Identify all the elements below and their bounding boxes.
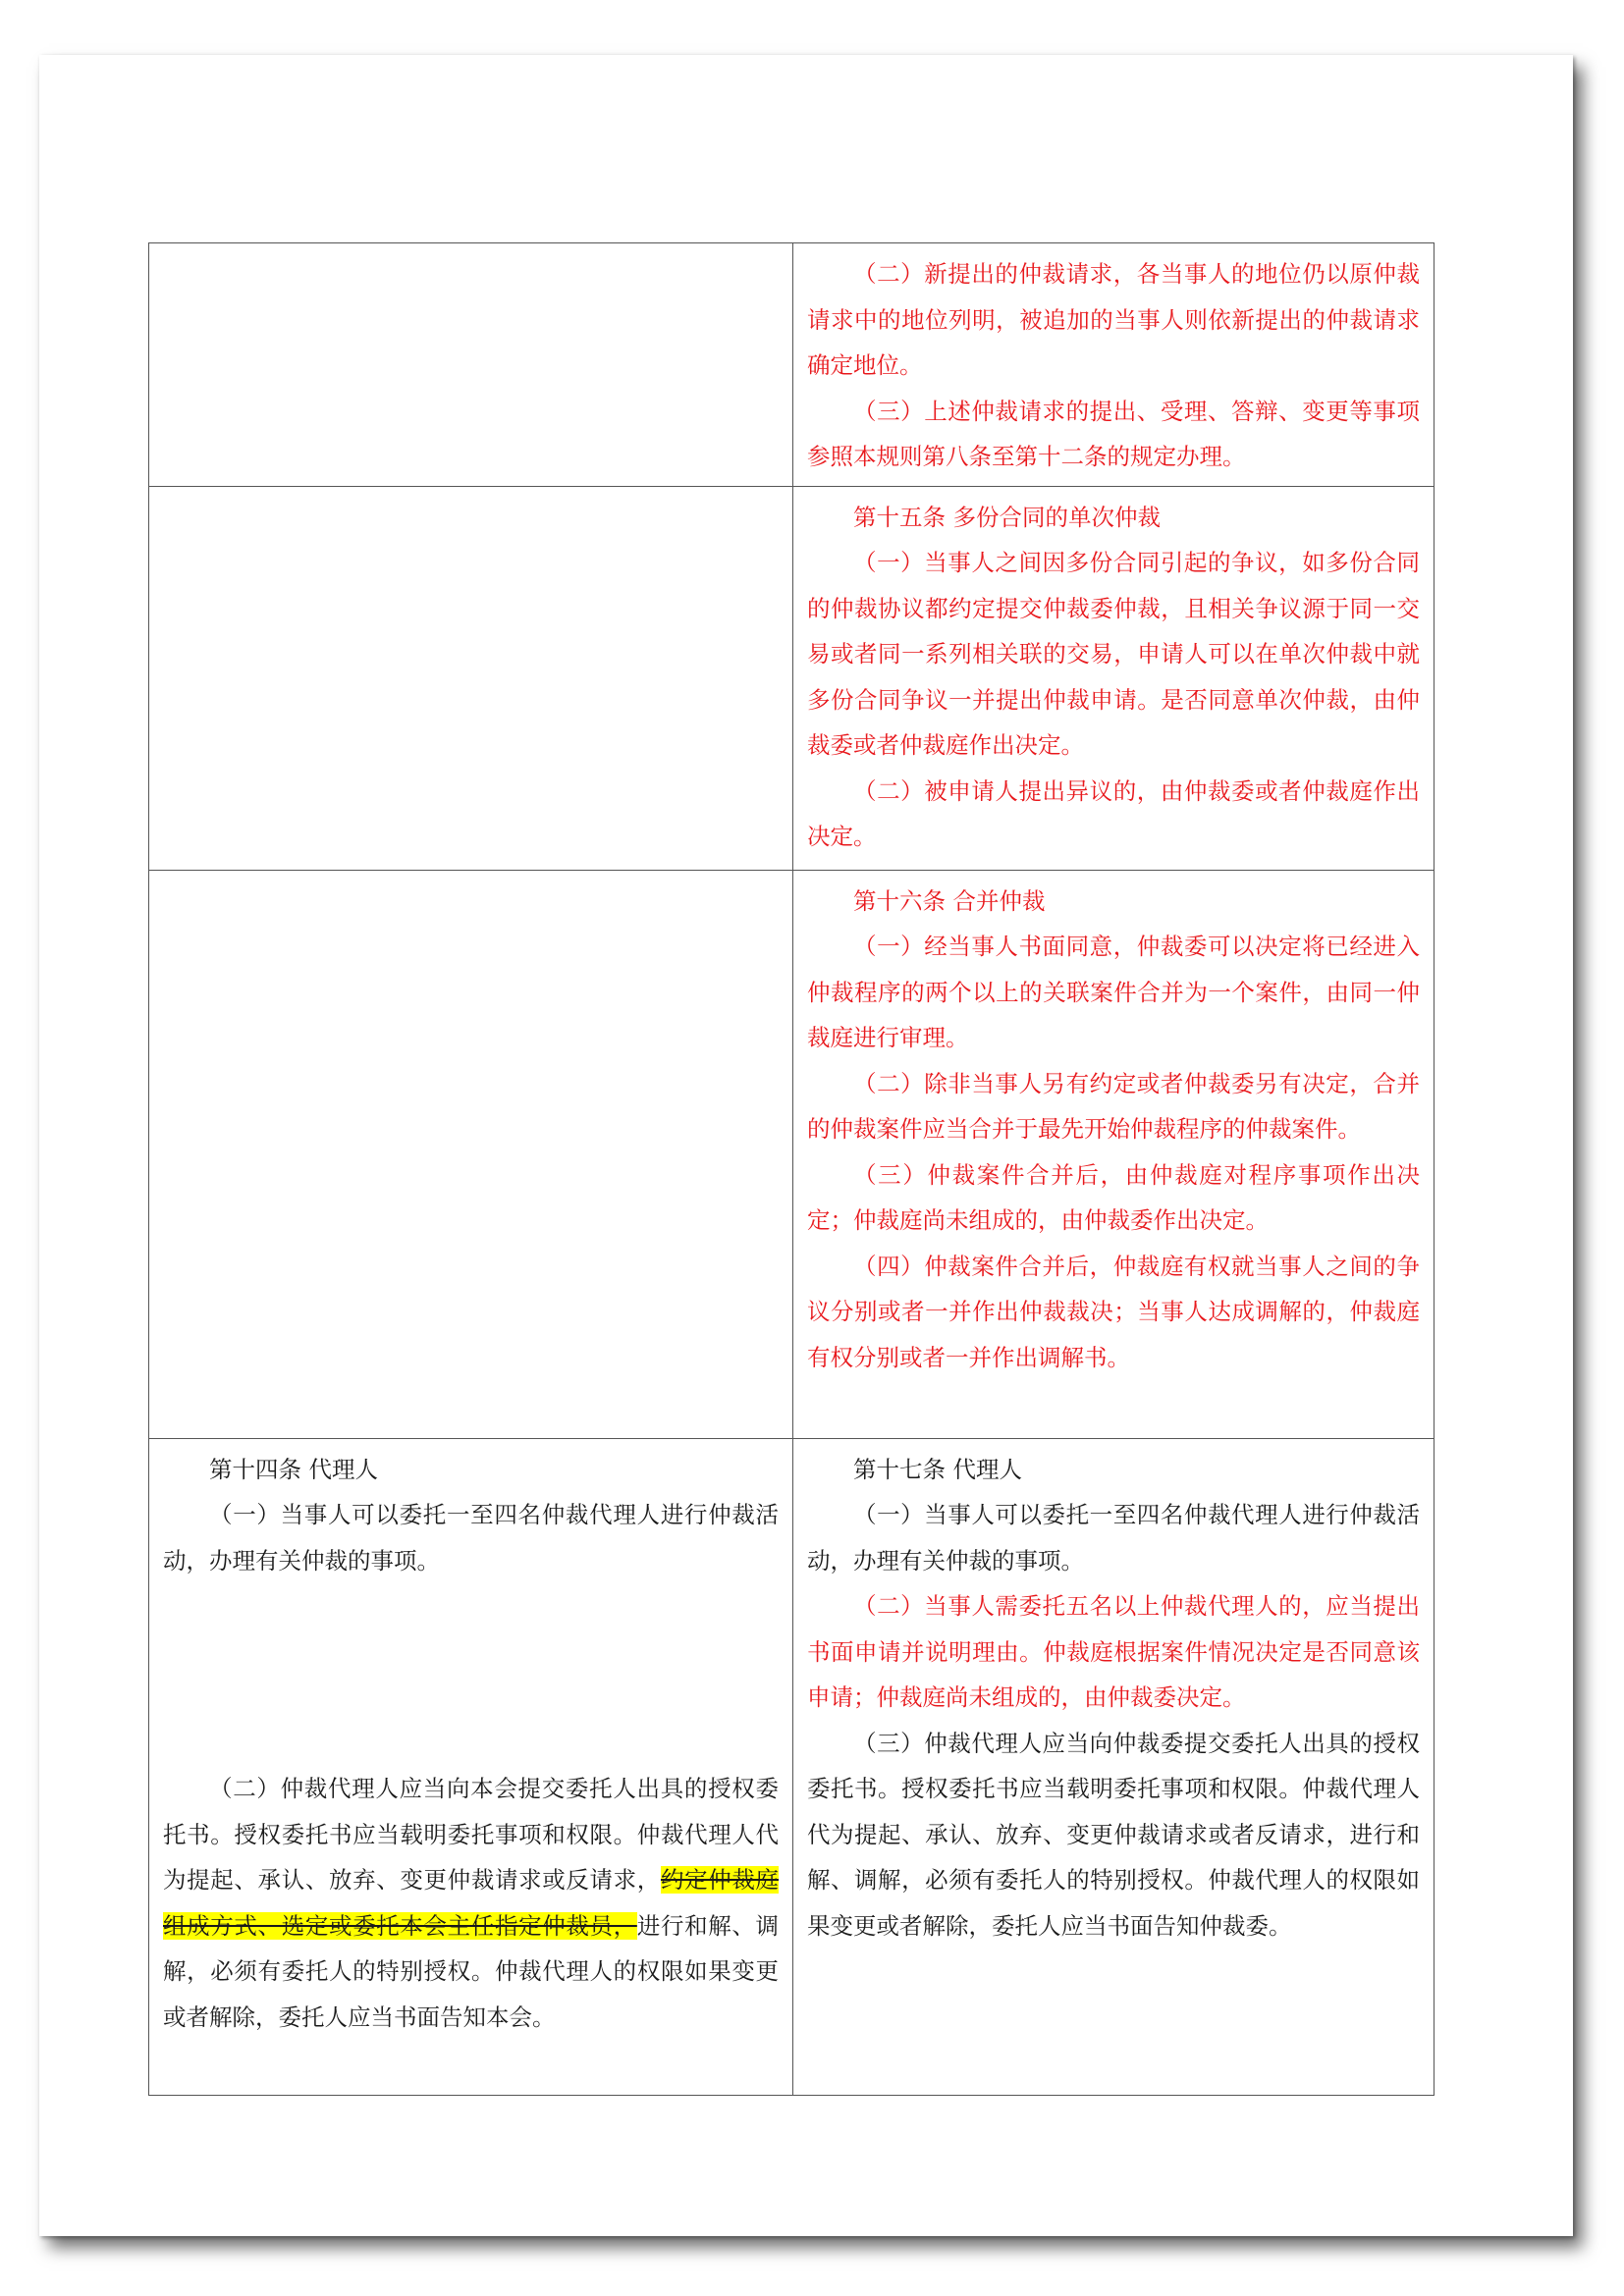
left-cell xyxy=(149,1438,793,2095)
right-cell xyxy=(793,243,1435,487)
table-row xyxy=(149,486,1435,870)
article-title: 第十四条 代理人 xyxy=(209,1455,378,1483)
blank-space xyxy=(163,1583,779,1766)
paragraph: （一）当事人可以委托一至四名仲裁代理人进行仲裁活动，办理有关仲裁的事项。 xyxy=(807,1501,1420,1575)
article-title: 第十五条 多份合同的单次仲裁 xyxy=(853,503,1161,531)
paragraph: （一）经当事人书面同意，仲裁委可以决定将已经进入仲裁程序的两个以上的关联案件合并为一个案件，由同一仲裁庭进行审理。 xyxy=(807,933,1420,1051)
table-row xyxy=(149,1438,1435,2095)
article-title: 第十六条 合并仲裁 xyxy=(853,886,1046,915)
paragraph: （四）仲裁案件合并后，仲裁庭有权就当事人之间的争议分别或者一并作出仲裁裁决；当事人达成调解的，仲裁庭有权分别或者一并作出调解书。 xyxy=(807,1252,1420,1371)
paragraph: （一）当事人之间因多份合同引起的争议，如多份合同的仲裁协议都约定提交仲裁委仲裁，且相关争议源于同一交易或者同一系列相关联的交易，申请人可以在单次仲裁中就多份合同争议一并提出仲裁申请。是否同意单次仲裁，由仲裁委或者仲裁庭作出决定。 xyxy=(807,549,1420,759)
paragraph-text: （二）仲裁代理人应当向本会提交委托人出具的授权委托书。授权委托书应当载明委托事项和权限。仲裁代理人代为提起、承认、放弃、变更仲裁请求或反请求， xyxy=(163,1775,779,1894)
paragraph: （三）上述仲裁请求的提出、受理、答辩、变更等事项参照本规则第八条至第十二条的规定办理。 xyxy=(807,397,1420,470)
table-row xyxy=(149,870,1435,1438)
table-row xyxy=(149,243,1435,487)
paragraph: （一）当事人可以委托一至四名仲裁代理人进行仲裁活动，办理有关仲裁的事项。 xyxy=(163,1501,779,1575)
paragraph: （二）当事人需委托五名以上仲裁代理人的，应当提出书面申请并说明理由。仲裁庭根据案件情况决定是否同意该申请；仲裁庭尚未组成的，由仲裁委决定。 xyxy=(807,1592,1420,1711)
document-page xyxy=(39,55,1573,2236)
comparison-table xyxy=(148,242,1435,2096)
article-title: 第十七条 代理人 xyxy=(853,1455,1022,1483)
left-cell-empty xyxy=(149,243,793,487)
paragraph: （二）被申请人提出异议的，由仲裁委或者仲裁庭作出决定。 xyxy=(807,776,1420,850)
paragraph-with-deletion xyxy=(163,1766,779,2040)
right-cell xyxy=(793,870,1435,1438)
paragraph: （二）除非当事人另有约定或者仲裁委另有决定，合并的仲裁案件应当合并于最先开始仲裁程序的仲裁案件。 xyxy=(807,1069,1420,1143)
right-cell xyxy=(793,1438,1435,2095)
deleted-highlighted-text: 约定仲裁庭组成方式、选定或委托本会主任指定仲裁员， xyxy=(163,1866,780,1940)
paragraph: （二）新提出的仲裁请求，各当事人的地位仍以原仲裁请求中的地位列明，被追加的当事人则依新提出的仲裁请求确定地位。 xyxy=(807,260,1420,379)
paragraph-text: 进行和解、调解，必须有委托人的特别授权。仲裁代理人的权限如果变更或者解除，委托人应当书面告知本会。 xyxy=(163,1911,780,2031)
right-cell xyxy=(793,486,1435,870)
left-cell-empty xyxy=(149,486,793,870)
paragraph: （三）仲裁案件合并后，由仲裁庭对程序事项作出决定；仲裁庭尚未组成的，由仲裁委作出决定。 xyxy=(807,1160,1420,1234)
left-cell-empty xyxy=(149,870,793,1438)
paragraph: （三）仲裁代理人应当向仲裁委提交委托人出具的授权委托书。授权委托书应当载明委托事项和权限。仲裁代理人代为提起、承认、放弃、变更仲裁请求或者反请求，进行和解、调解，必须有委托人的特别授权。仲裁代理人的权限如果变更或者解除，委托人应当书面告知仲裁委。 xyxy=(807,1729,1420,1940)
